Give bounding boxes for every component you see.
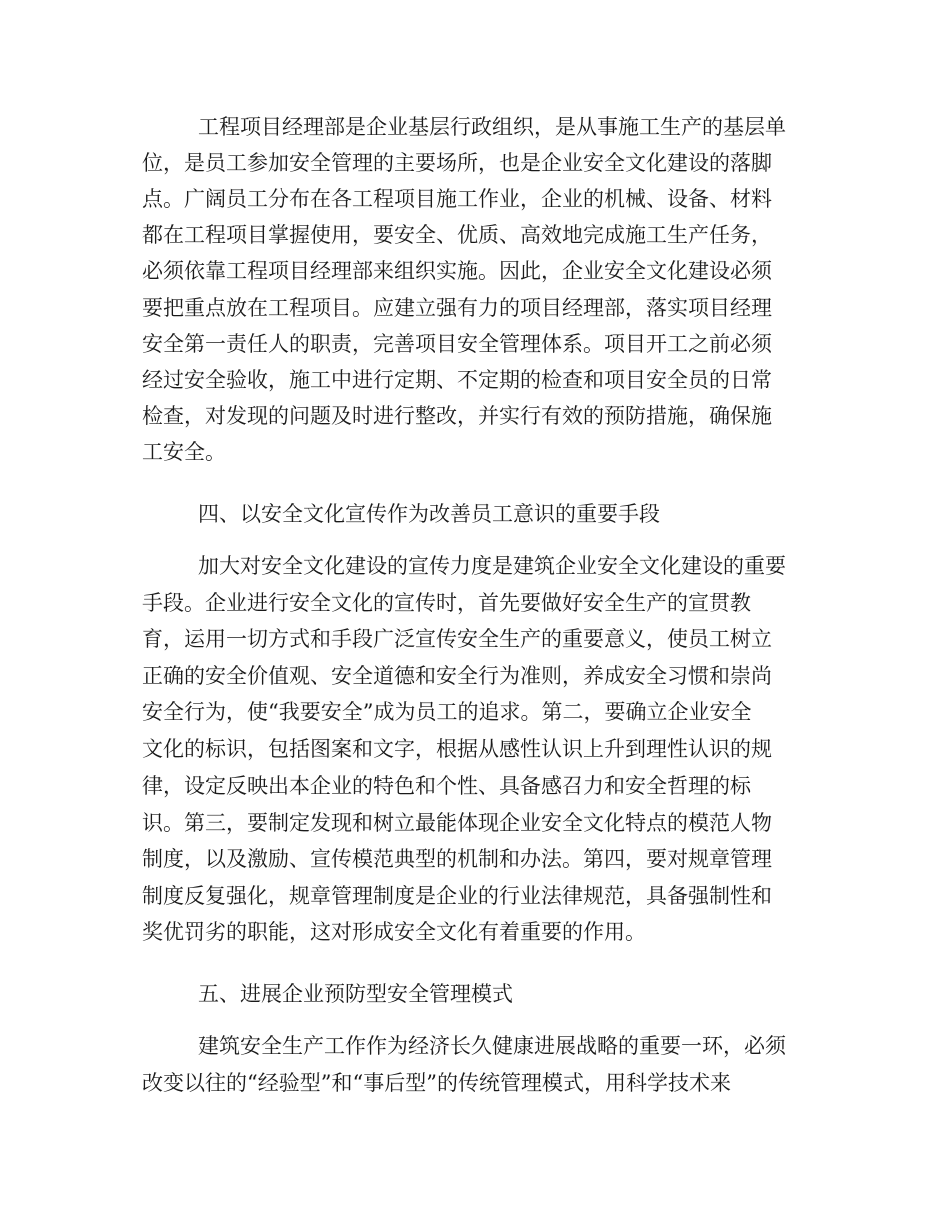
paragraph-1-line-5: 必须依靠工程项目经理部来组织实施。因此，企业安全文化建设必须 (142, 259, 772, 283)
paragraph-2-line-1: 加大对安全文化建设的宣传力度是建筑企业安全文化建设的重要 (198, 554, 786, 578)
paragraph-3-line-1: 建筑安全生产工作作为经济长久健康进展战略的重要一环，必须 (198, 1034, 786, 1058)
paragraph-2-line-5: 安全行为，使“我要安全”成为员工的追求。第二，要确立企业安全 (142, 700, 752, 724)
paragraph-2-line-4: 正确的安全价值观、安全道德和安全行为准则，养成安全习惯和崇尚 (142, 664, 772, 688)
paragraph-1-line-6: 要把重点放在工程项目。应建立强有力的项目经理部，落实项目经理 (142, 296, 772, 320)
section-heading-4: 四、以安全文化宣传作为改善员工意识的重要手段 (198, 502, 660, 526)
paragraph-2-line-7: 律，设定反映出本企业的特色和个性、具备感召力和安全哲理的标 (142, 774, 751, 798)
paragraph-1-line-7: 安全第一责任人的职责，完善项目安全管理体系。项目开工之前必须 (142, 332, 772, 356)
paragraph-2-line-8: 识。第三，要制定发现和树立最能体现企业安全文化特点的模范人物 (142, 811, 772, 835)
paragraph-2-line-11: 奖优罚劣的职能，这对形成安全文化有着重要的作用。 (142, 920, 646, 944)
paragraph-2-line-10: 制度反复强化，规章管理制度是企业的行业法律规范，具备强制性和 (142, 884, 772, 908)
paragraph-2-line-9: 制度，以及激励、宣传模范典型的机制和办法。第四，要对规章管理 (142, 847, 772, 871)
paragraph-1-line-2: 位，是员工参加安全管理的主要场所，也是企业安全文化建设的落脚 (142, 151, 772, 175)
paragraph-2-line-3: 育，运用一切方式和手段广泛宣传安全生产的重要意义，使员工树立 (142, 627, 772, 651)
paragraph-1-line-8: 经过安全验收，施工中进行定期、不定期的检查和项目安全员的日常 (142, 368, 772, 392)
paragraph-2-line-6: 文化的标识，包括图案和文字，根据从感性认识上升到理性认识的规 (142, 737, 772, 761)
section-heading-5: 五、进展企业预防型安全管理模式 (198, 982, 513, 1006)
paragraph-3-line-2: 改变以往的“经验型”和“事后型”的传统管理模式，用科学技术来 (142, 1071, 731, 1095)
paragraph-1-line-1: 工程项目经理部是企业基层行政组织，是从事施工生产的基层单 (198, 115, 786, 139)
paragraph-1-line-3: 点。广阔员工分布在各工程项目施工作业，企业的机械、设备、材料 (142, 187, 772, 211)
paragraph-1-line-4: 都在工程项目掌握使用，要安全、优质、高效地完成施工生产任务， (142, 223, 772, 247)
paragraph-1-line-9: 检查，对发现的问题及时进行整改，并实行有效的预防措施，确保施 (142, 404, 772, 428)
paragraph-2-line-2: 手段。企业进行安全文化的宣传时，首先要做好安全生产的宣贯教 (142, 591, 751, 615)
paragraph-1-line-10: 工安全。 (142, 440, 226, 464)
